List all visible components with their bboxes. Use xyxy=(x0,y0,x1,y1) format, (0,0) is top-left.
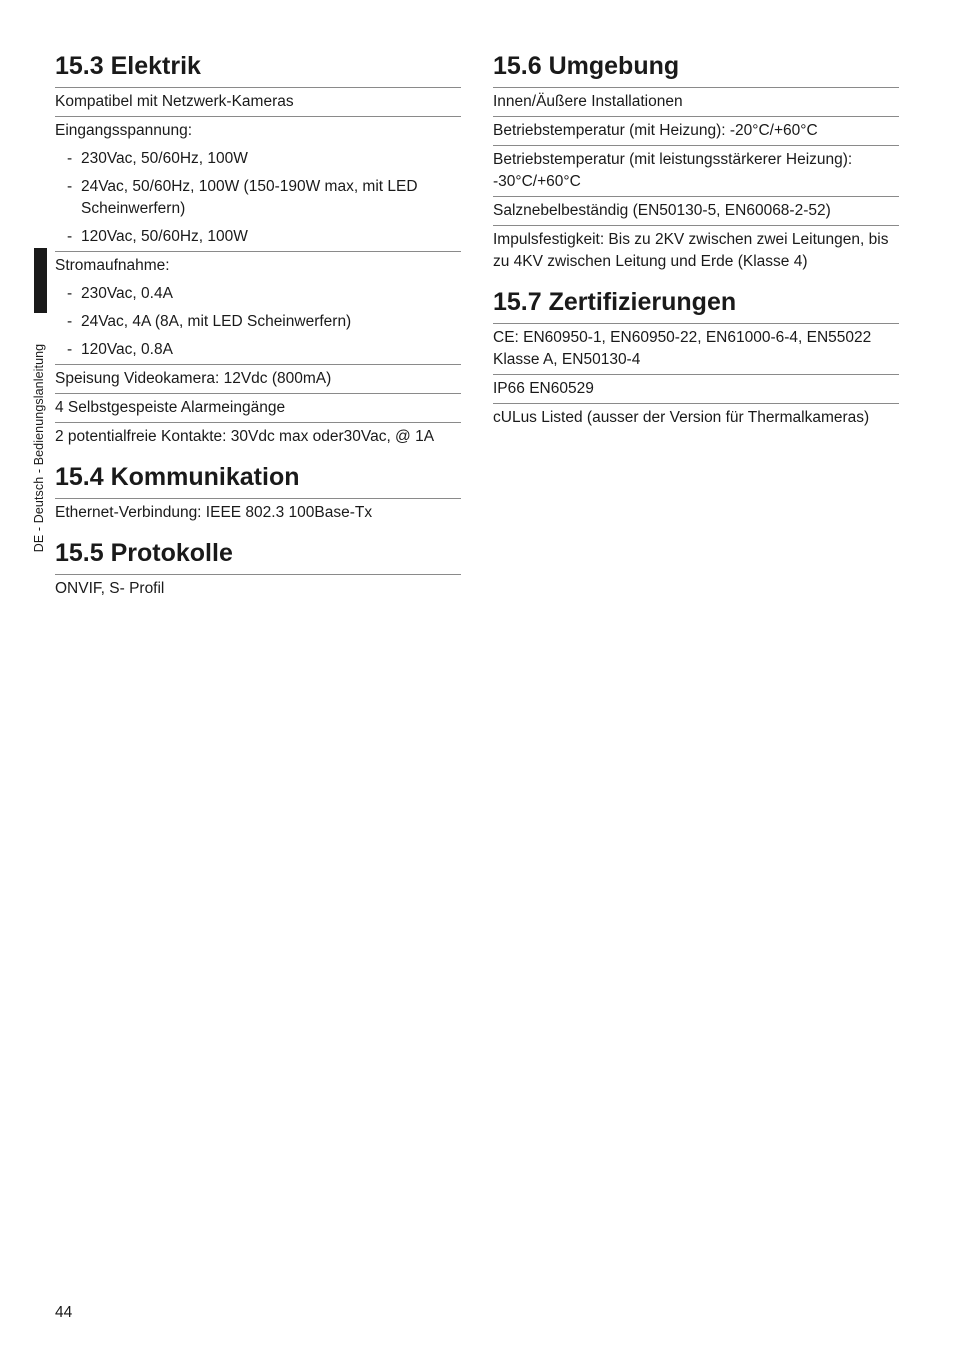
page-number: 44 xyxy=(55,1304,73,1321)
section-umgebung xyxy=(493,50,899,276)
section-zertifizierungen xyxy=(493,286,899,432)
spec-label: Stromaufnahme: xyxy=(55,257,170,274)
spec-row-input-voltage xyxy=(55,117,461,252)
section-title-zertifizierungen: 15.7 Zertifizierungen xyxy=(493,286,899,324)
spec-row: Speisung Videokamera: 12Vdc (800mA) xyxy=(55,365,461,394)
spec-row: Betriebstemperatur (mit leistungsstärkerer Heizung): -30°C/+60°C xyxy=(493,146,899,197)
spec-subitem: - 120Vac, 50/60Hz, 100W xyxy=(55,226,461,248)
left-column xyxy=(55,50,461,613)
spec-row: Impulsfestigkeit: Bis zu 2KV zwischen zwei Leitungen, bis zu 4KV zwischen Leitung und Erde (Klasse 4) xyxy=(493,231,889,270)
spec-row: ONVIF, S- Profil xyxy=(55,580,165,597)
spec-subitem: - 24Vac, 4A (8A, mit LED Scheinwerfern) xyxy=(55,311,461,333)
dash-marker: - xyxy=(67,313,73,330)
spec-subitem: - 230Vac, 0.4A xyxy=(55,283,461,305)
dash-marker: - xyxy=(67,341,73,358)
spec-row: Ethernet-Verbindung: IEEE 802.3 100Base-Tx xyxy=(55,504,373,521)
spec-row: Innen/Äußere Installationen xyxy=(493,88,899,117)
section-title-elektrik: 15.3 Elektrik xyxy=(55,50,461,88)
section-title-umgebung: 15.6 Umgebung xyxy=(493,50,899,88)
spec-row: CE: EN60950-1, EN60950-22, EN61000-6-4, EN55022 Klasse A, EN50130-4 xyxy=(493,324,899,375)
dash-marker: - xyxy=(67,150,73,167)
spec-row-power-consumption xyxy=(55,252,461,365)
dash-marker: - xyxy=(67,178,73,195)
spec-subitem: - 230Vac, 50/60Hz, 100W xyxy=(55,148,461,170)
spec-row: cULus Listed (ausser der Version für Thermalkameras) xyxy=(493,409,870,426)
right-column xyxy=(493,50,899,442)
side-language-label: DE - Deutsch - Bedienungslanleitung xyxy=(32,343,46,553)
section-title-protokolle: 15.5 Protokolle xyxy=(55,537,461,575)
section-elektrik xyxy=(55,50,461,451)
spec-row: Kompatibel mit Netzwerk-Kameras xyxy=(55,88,461,117)
spec-subitem: - 24Vac, 50/60Hz, 100W (150-190W max, mit LED Scheinwerfern) xyxy=(55,176,461,220)
dash-marker: - xyxy=(67,228,73,245)
spec-row: Salznebelbeständig (EN50130-5, EN60068-2-52) xyxy=(493,197,899,226)
section-kommunikation xyxy=(55,461,461,527)
spec-subitem: - 120Vac, 0.8A xyxy=(55,339,461,361)
spec-label: Eingangsspannung: xyxy=(55,122,193,139)
section-protokolle xyxy=(55,537,461,603)
spec-row: Betriebstemperatur (mit Heizung): -20°C/+60°C xyxy=(493,117,899,146)
section-title-kommunikation: 15.4 Kommunikation xyxy=(55,461,461,499)
spec-row: IP66 EN60529 xyxy=(493,375,899,404)
spec-row: 2 potentialfreie Kontakte: 30Vdc max oder30Vac, @ 1A xyxy=(55,428,435,445)
spec-row: 4 Selbstgespeiste Alarmeingänge xyxy=(55,394,461,423)
dash-marker: - xyxy=(67,285,73,302)
side-tab-marker xyxy=(34,248,47,313)
